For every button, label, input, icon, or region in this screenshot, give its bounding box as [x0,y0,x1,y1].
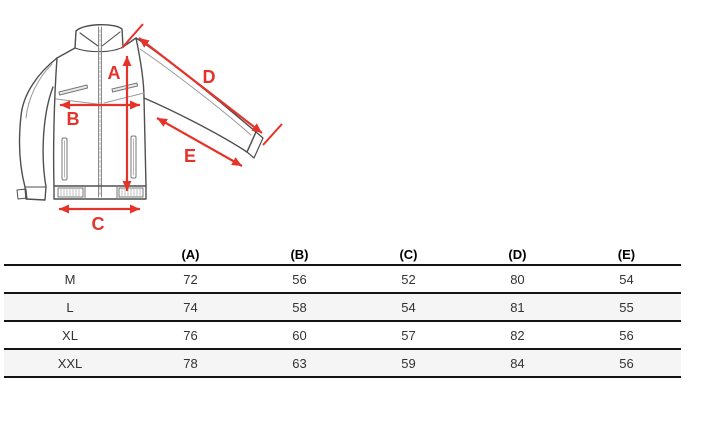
size-cell: 81 [463,293,572,321]
measure-label-a: A [107,63,121,83]
size-cell: 63 [245,349,354,377]
jacket-right-sleeve [136,38,263,158]
column-header-c: (C) [354,245,463,265]
size-cell: 56 [245,265,354,293]
column-header-a: (A) [136,245,245,265]
size-table-header-row [4,245,681,265]
size-label: XL [4,321,136,349]
size-cell: 74 [136,293,245,321]
measure-label-e: E [183,146,197,166]
size-cell: 76 [136,321,245,349]
jacket-zipper [99,27,102,197]
size-cell: 60 [245,321,354,349]
column-header-d: (D) [463,245,572,265]
column-header-e: (E) [572,245,681,265]
size-cell: 54 [572,265,681,293]
size-row-xl [4,321,681,349]
size-cell: 58 [245,293,354,321]
size-row-xxl [4,349,681,377]
jacket-measurement-diagram [0,0,300,245]
measure-tick-d-end [263,124,282,145]
column-header-b: (B) [245,245,354,265]
size-cell: 59 [354,349,463,377]
size-cell: 78 [136,349,245,377]
size-cell: 56 [572,321,681,349]
size-cell: 82 [463,321,572,349]
measure-tick-d-start [122,24,143,48]
size-cell: 52 [354,265,463,293]
size-label: M [4,265,136,293]
jacket-outline [17,25,263,200]
measure-label-d: D [202,67,216,87]
size-cell: 72 [136,265,245,293]
size-cell: 54 [354,293,463,321]
size-cell: 57 [354,321,463,349]
size-label: XXL [4,349,136,377]
size-cell: 56 [572,349,681,377]
size-row-l [4,293,681,321]
chest-pocket-right [112,83,138,92]
size-label: L [4,293,136,321]
measure-label-c: C [91,214,105,234]
measure-label-b: B [66,109,80,129]
size-cell: 80 [463,265,572,293]
column-header-size [4,245,136,265]
size-row-m [4,265,681,293]
jacket-left-sleeve [17,58,57,200]
size-cell: 84 [463,349,572,377]
size-cell: 55 [572,293,681,321]
chest-pocket-left [59,85,88,95]
size-table [4,245,681,378]
